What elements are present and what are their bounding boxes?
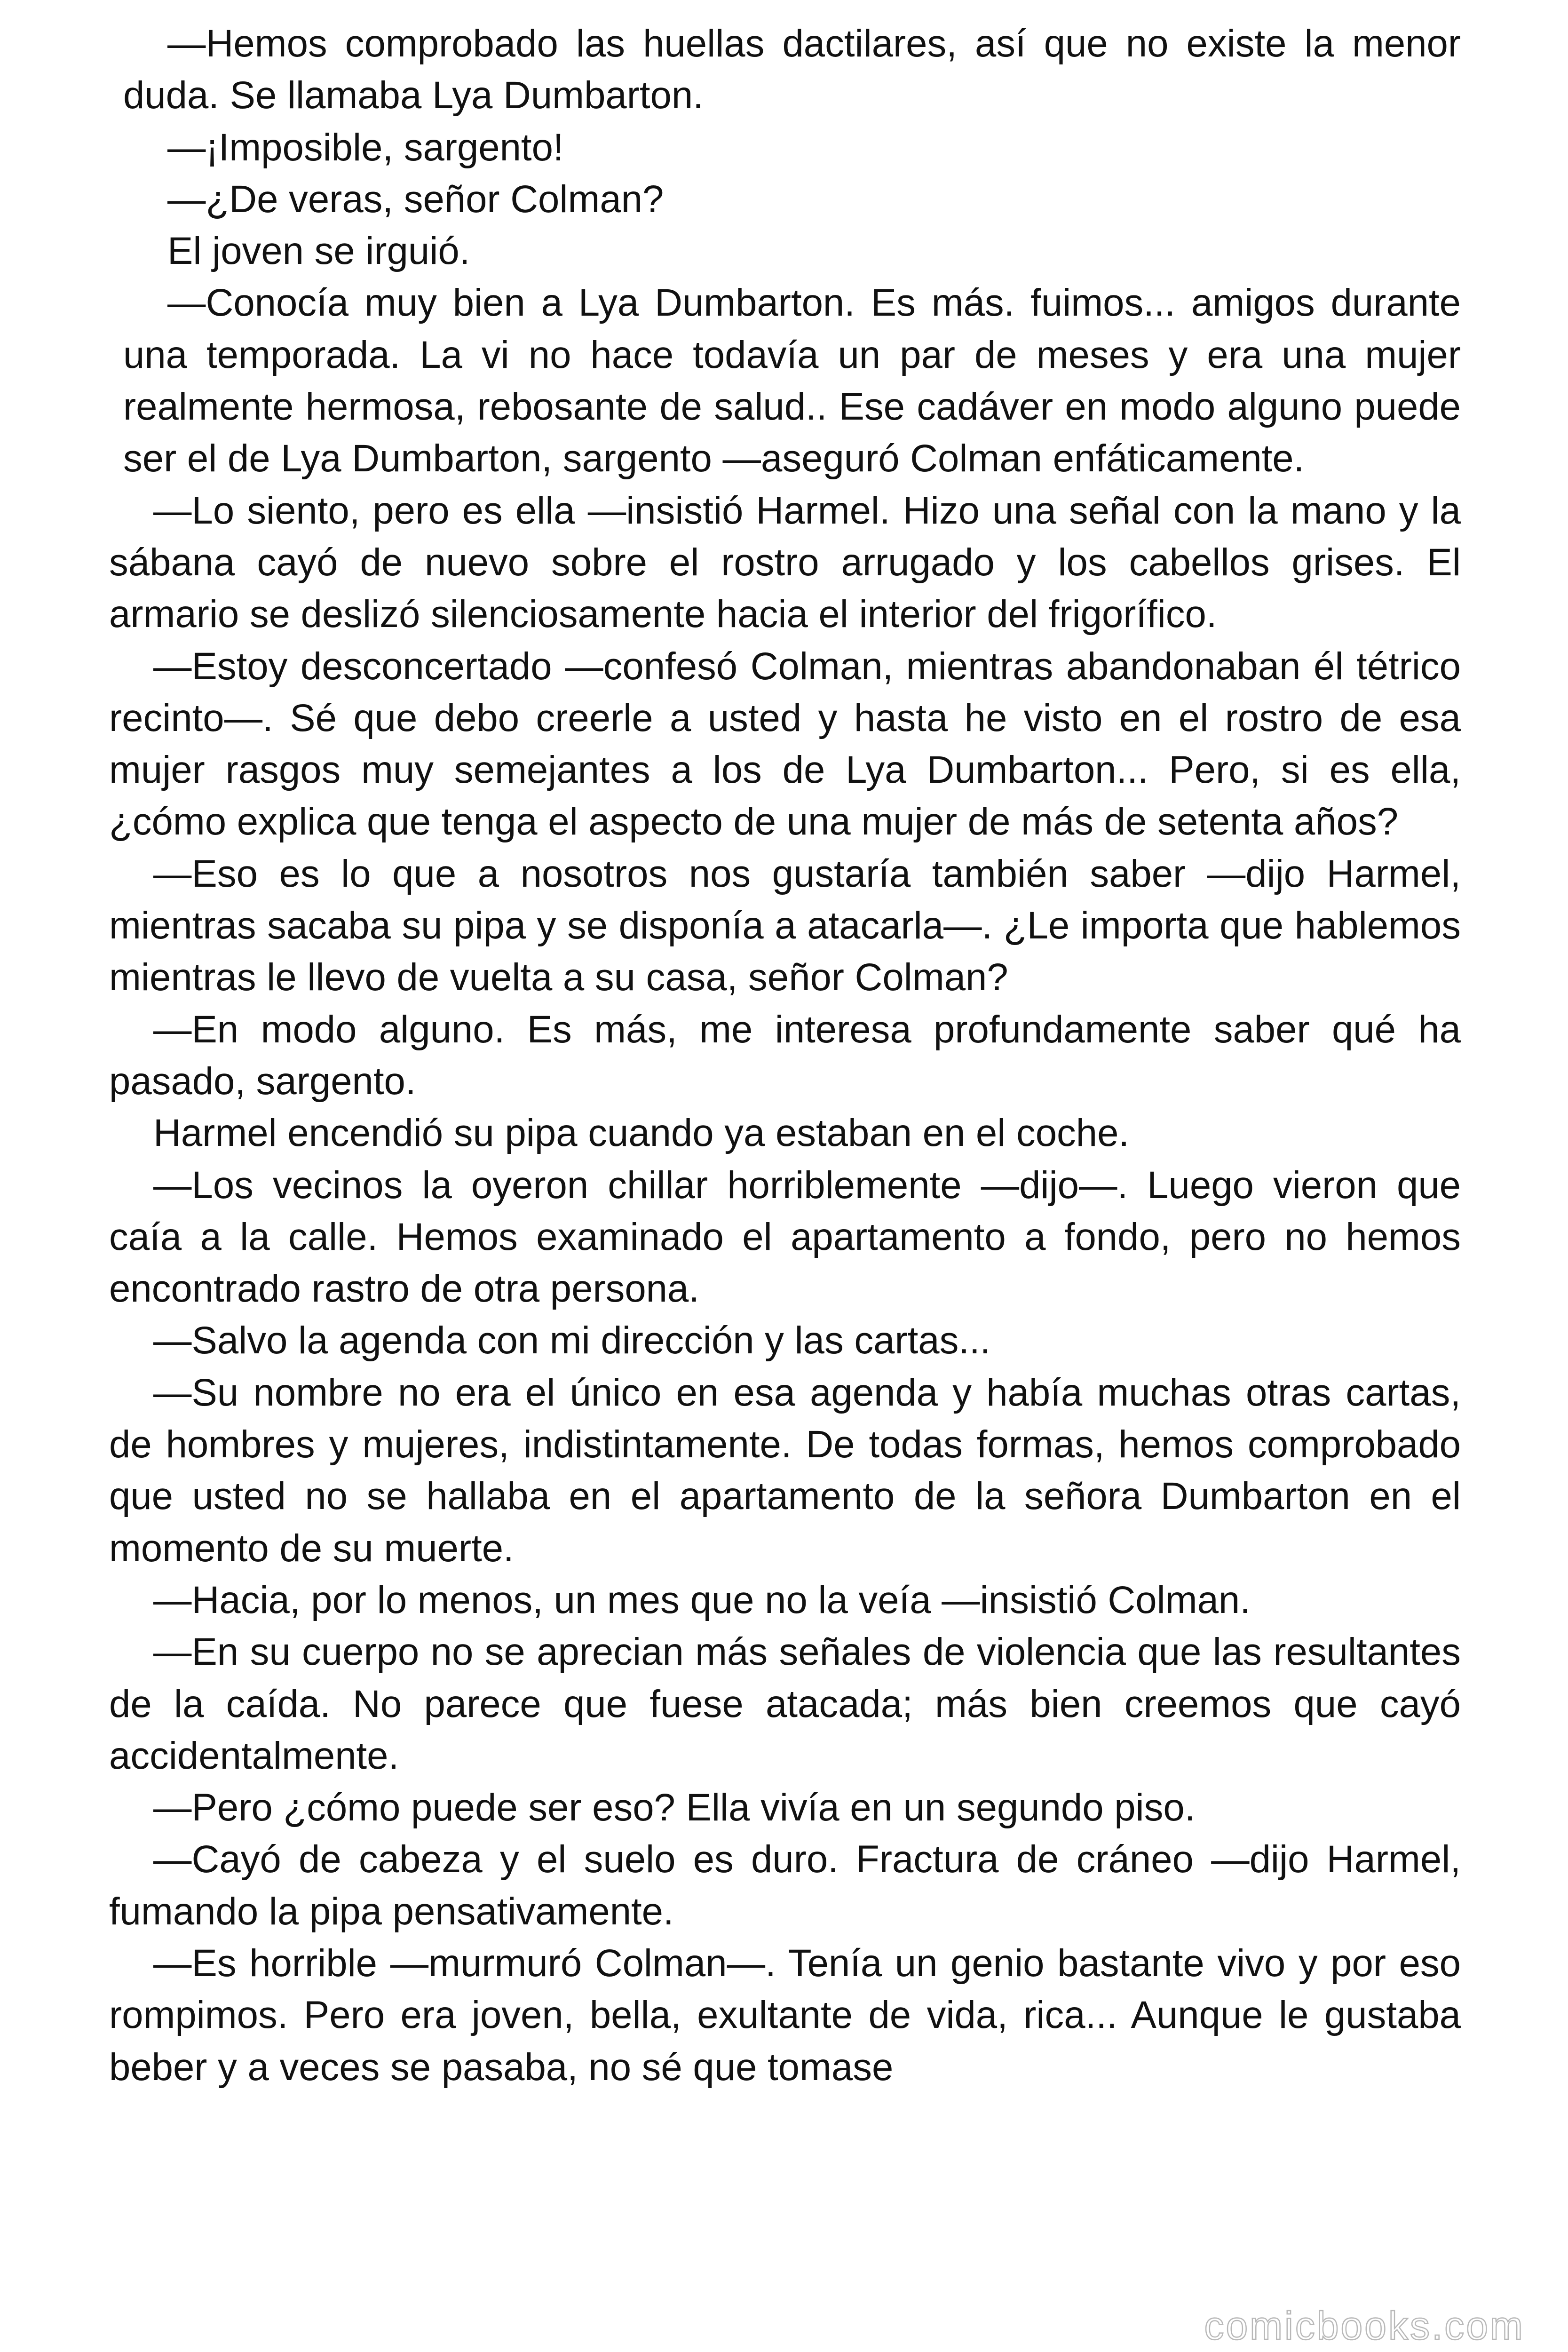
paragraph: El joven se irguió. [167, 230, 470, 273]
paragraph: —Lo siento, pero es ella —insistió Harmel. Hizo una señal con la mano y la sábana cayó de nuevo sobre el rostro arrugado y los cabellos grises. El armario se deslizó silenciosamente hacia el interior del frigorífico. [109, 489, 1461, 636]
paragraph: —Pero ¿cómo puede ser eso? Ella vivía en un segundo piso. [153, 1786, 1196, 1829]
paragraph: —Hemos comprobado las huellas dactilares, así que no existe la menor duda. Se llamaba Lya Dumbarton. [123, 22, 1461, 117]
paragraph: —Cayó de cabeza y el suelo es duro. Fractura de cráneo —dijo Harmel, fumando la pipa pensativamente. [109, 1838, 1461, 1933]
paragraph: —¡Imposible, sargento! [167, 126, 564, 169]
paragraph: —Conocía muy bien a Lya Dumbarton. Es más. fuimos... amigos durante una temporada. La vi no hace todavía un par de meses y era una mujer realmente hermosa, rebosante de salud.. Ese cadáver en modo alguno puede ser el de Lya Dumbarton, sargento —aseguró Colman enfáticamente. [123, 281, 1461, 480]
paragraph: —Eso es lo que a nosotros nos gustaría también saber —dijo Harmel, mientras sacaba su pipa y se disponía a atacarla—. ¿Le importa que hablemos mientras le llevo de vuelta a su casa, señor Colman? [109, 852, 1461, 999]
paragraph: —Hacia, por lo menos, un mes que no la veía —insistió Colman. [153, 1578, 1251, 1621]
paragraph: —Su nombre no era el único en esa agenda y había muchas otras cartas, de hombres y mujeres, indistintamente. De todas formas, hemos comprobado que usted no se hallaba en el apartamento de la señora Dumbarton en el momento de su muerte. [109, 1371, 1461, 1570]
paragraph: —¿De veras, señor Colman? [167, 177, 664, 221]
paragraph: —Estoy desconcertado —confesó Colman, mientras abandonaban él tétrico recinto—. Sé que debo creerle a usted y hasta he visto en el rostro de esa mujer rasgos muy semejantes a los de Lya Dumbarton... Pero, si es ella, ¿cómo explica que tenga el aspecto de una mujer de más de setenta años? [109, 644, 1461, 843]
paragraph: —Es horrible —murmuró Colman—. Tenía un genio bastante vivo y por eso rompimos. Pero era joven, bella, exultante de vida, rica... Aunque le gustaba beber y a veces se pasaba, no sé que tomase [109, 1941, 1461, 2089]
paragraph: —Los vecinos la oyeron chillar horriblemente —dijo—. Luego vieron que caía a la calle. Hemos examinado el apartamento a fondo, pero no hemos encontrado rastro de otra persona. [109, 1163, 1461, 1311]
paragraph: —En modo alguno. Es más, me interesa profundamente saber qué ha pasado, sargento. [109, 1008, 1461, 1103]
watermark: comicbooks.com [1204, 2304, 1525, 2348]
paragraph: Harmel encendió su pipa cuando ya estaban en el coche. [153, 1112, 1130, 1155]
paragraph: —Salvo la agenda con mi dirección y las cartas... [153, 1319, 991, 1362]
page-text-body [109, 18, 1461, 2093]
paragraph: —En su cuerpo no se aprecian más señales de violencia que las resultantes de la caída. No parece que fuese atacada; más bien creemos que cayó accidentalmente. [109, 1630, 1461, 1777]
